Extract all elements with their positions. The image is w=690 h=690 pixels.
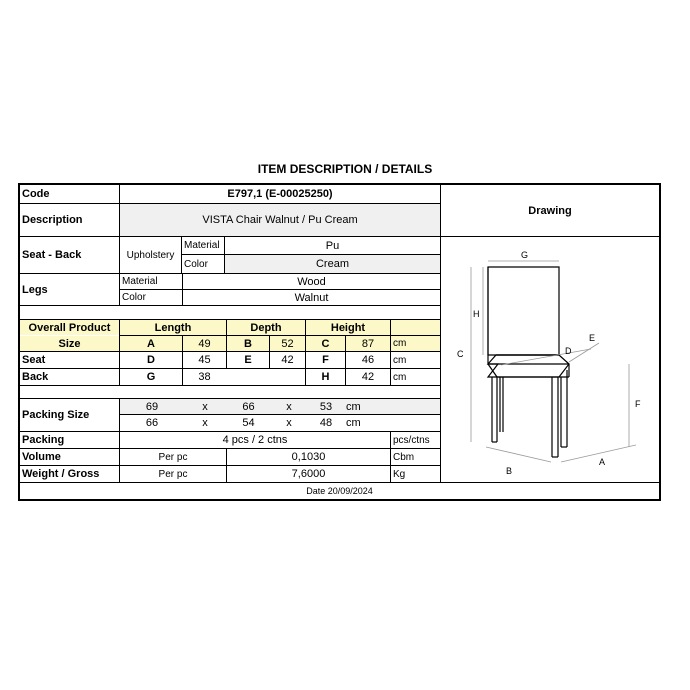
pack1-width: 66 (226, 399, 271, 414)
date-footer: Date 20/09/2024 (306, 486, 373, 496)
code-label: Code (22, 188, 50, 200)
volume-value: 0,1030 (291, 451, 326, 463)
pack2-width: 54 (242, 417, 255, 429)
seat-material-label: Material (184, 240, 220, 251)
dim-d-value: 45 (198, 354, 211, 366)
seat-color-value: Cream (225, 255, 440, 273)
item-details-sheet (18, 183, 661, 501)
dim-e-value: 42 (281, 354, 294, 366)
drawing-title: Drawing (528, 204, 572, 217)
label-g: G (521, 250, 529, 260)
overall-size-label-line1: Overall Product (20, 320, 119, 335)
dim-a-key: A (120, 336, 182, 351)
legs-color-value: Walnut (294, 291, 329, 304)
volume-per: Per pc (158, 451, 188, 463)
dim-b-key: B (227, 336, 269, 351)
back-dim-label: Back (22, 371, 49, 383)
overall-size-label-line2: Size (20, 336, 119, 351)
unit-header-blank (391, 320, 440, 335)
dim-d-key: D (147, 354, 155, 366)
pack1-x1: x (184, 399, 226, 414)
packing-label: Packing (22, 434, 65, 446)
pack1-unit: cm (345, 399, 440, 414)
packing-value: 4 pcs / 2 ctns (222, 434, 288, 446)
pack2-x2: x (286, 417, 292, 429)
code-value: E797,1 (E-00025250) (227, 188, 333, 200)
label-e: E (589, 333, 596, 343)
label-h: H (473, 309, 480, 319)
back-unit: cm (393, 371, 407, 383)
dim-h-value: 42 (361, 371, 375, 383)
height-header: Height (306, 320, 390, 335)
volume-unit: Cbm (393, 451, 415, 463)
volume-label: Volume (22, 451, 61, 463)
label-f: F (635, 399, 641, 409)
pack2-height: 48 (319, 417, 333, 429)
dim-g-key: G (146, 371, 156, 383)
label-a: A (599, 457, 606, 467)
pack1-height: 53 (307, 399, 345, 414)
legs-material-value: Wood (297, 275, 326, 288)
pack2-unit: cm (346, 417, 361, 429)
pack2-x1: x (202, 417, 208, 429)
upholstery-label: Upholstery (126, 249, 175, 261)
description-label: Description (22, 214, 83, 226)
seat-dim-label: Seat (22, 354, 46, 366)
weight-label: Weight / Gross (22, 468, 100, 480)
dim-a-value: 49 (183, 336, 226, 351)
packing-size-label: Packing Size (22, 409, 90, 421)
legs-label: Legs (22, 284, 48, 296)
dim-g-value: 38 (198, 371, 211, 383)
document-title: ITEM DESCRIPTION / DETAILS (257, 162, 433, 176)
pack2-length: 66 (145, 417, 159, 429)
seat-unit: cm (393, 354, 407, 366)
weight-unit: Kg (393, 468, 406, 480)
label-b: B (506, 466, 513, 476)
packing-unit: pcs/ctns (393, 434, 430, 446)
dim-e-key: E (244, 354, 252, 366)
dim-h-key: H (321, 371, 330, 383)
seat-color-label: Color (184, 258, 208, 270)
dim-c-value: 87 (346, 336, 390, 351)
seat-material-value: Pu (325, 239, 340, 252)
weight-value: 7,6000 (291, 468, 326, 480)
overall-unit: cm (391, 336, 440, 351)
weight-per: Per pc (158, 468, 188, 480)
depth-header: Depth (227, 320, 305, 335)
label-c: C (457, 349, 464, 359)
seat-back-label: Seat - Back (22, 249, 82, 261)
description-value: VISTA Chair Walnut / Pu Cream (120, 204, 440, 236)
pack1-x2: x (271, 399, 307, 414)
length-header: Length (120, 320, 226, 335)
dim-b-value: 52 (270, 336, 305, 351)
dim-f-key: F (322, 354, 329, 366)
chair-dimension-drawing (441, 237, 659, 482)
legs-color-label: Color (122, 292, 146, 303)
pack1-length: 69 (120, 399, 184, 414)
dim-f-value: 46 (361, 354, 375, 366)
legs-material-label: Material (122, 276, 158, 287)
label-d: D (565, 346, 572, 356)
dim-c-key: C (306, 336, 345, 351)
